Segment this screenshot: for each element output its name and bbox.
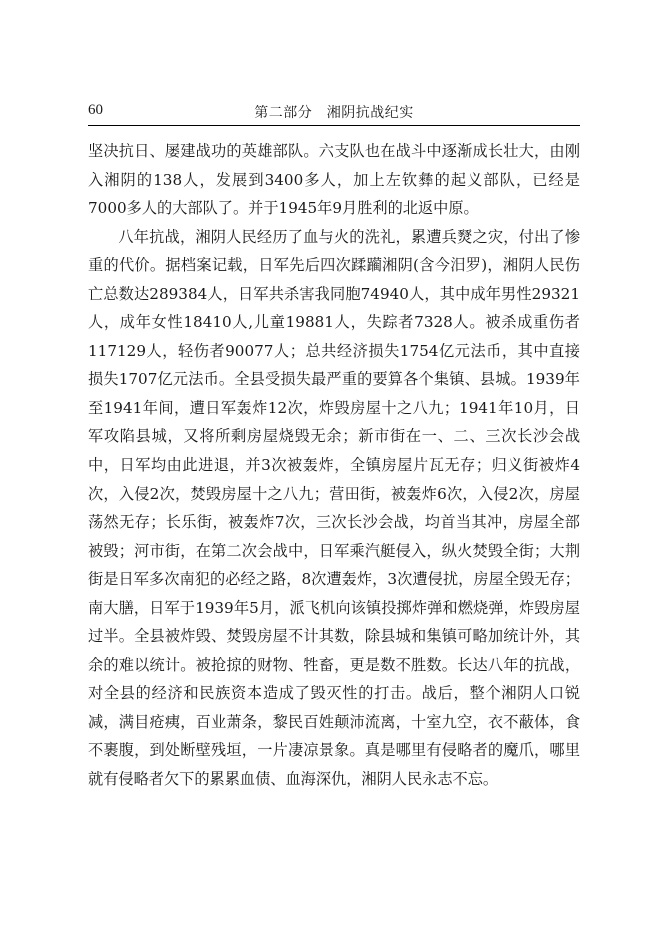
page-header <box>88 100 580 124</box>
paragraph: 八年抗战，湘阴人民经历了血与火的洗礼，累遭兵燹之灾，付出了惨重的代价。据档案记载，日军先后四次蹂躏湘阴(含今汨罗)，湘阴人民伤亡总数达289384人，日军共杀害我同胞74940人，其中成年男性29321人，成年女性18410人,儿童19881人，失踪者7328人。被杀成重伤者117129人，轻伤者90077人；总共经济损失1754亿元法币，其中直接损失1707亿元法币。全县受损失最严重的要算各个集镇、县城。1939年至1941年间，遭日军轰炸12次，炸毁房屋十之八九；1941年10月，日军攻陷县城，又将所剩房屋烧毁无余；新市街在一、二、三次长沙会战中，日军均由此进退，并3次被轰炸，全镇房屋片瓦无存；归义街被炸4次，入侵2次，焚毁房屋十之八九；营田街，被轰炸6次，入侵2次，房屋荡然无存；长乐街，被轰炸7次，三次长沙会战，均首当其冲，房屋全部被毁；河市街，在第二次会战中，日军乘汽艇侵入，纵火焚毁全街；大荆街是日军多次南犯的必经之路，8次遭轰炸，3次遭侵扰，房屋全毁无存；南大膳，日军于1939年5月，派飞机向该镇投掷炸弹和燃烧弹，炸毁房屋过半。全县被炸毁、焚毁房屋不计其数，除县城和集镇可略加统计外，其余的难以统计。被抢掠的财物、牲畜，更是数不胜数。长达八年的抗战，对全县的经济和民族资本造成了毁灭性的打击。战后，整个湘阴人口锐减，满目疮痍，百业萧条，黎民百姓颠沛流离，十室九空，衣不蔽体，食不裹腹，到处断壁残垣，一片凄凉景象。真是哪里有侵略者的魔爪，哪里就有侵略者欠下的累累血债、血海深仇，湘阴人民永志不忘。 <box>88 227 580 789</box>
body-text <box>88 137 580 794</box>
running-title: 第二部分 湘阴抗战纪实 <box>254 105 414 121</box>
paragraph-continuation: 坚决抗日、屡建战功的英雄部队。六支队也在战斗中逐渐成长壮大，由刚入湘阴的138人，发展到3400多人，加上左钦彝的起义部队，已经是7000多人的大部队了。并于1945年9月胜利的北返中原。 <box>88 142 580 218</box>
header-rule <box>88 125 580 126</box>
page-number: 60 <box>88 102 103 118</box>
